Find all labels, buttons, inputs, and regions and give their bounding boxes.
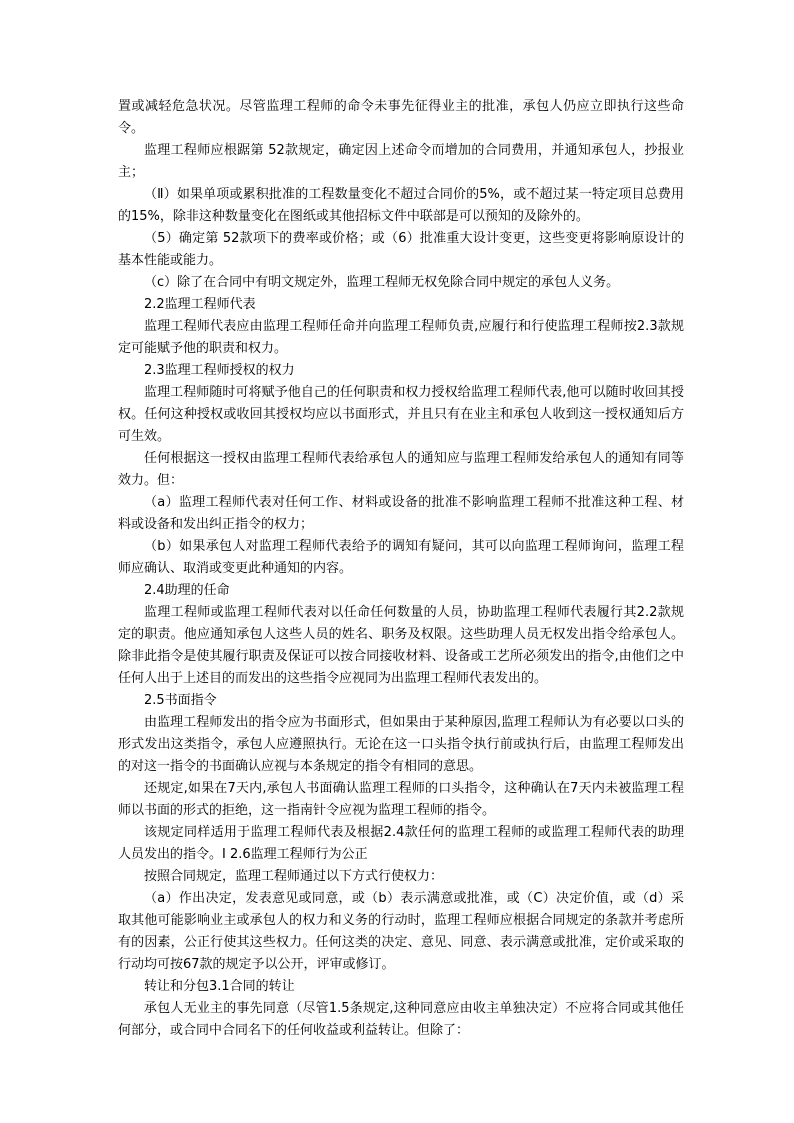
section-heading-2-2: 2.2监理工程师代表 [144,297,256,312]
document-body [118,96,684,1042]
paragraph-3: （Ⅱ）如果单项或累积批准的工程数量变化不超过合同价的5%，或不超过某一特定项目总费用的15%，除非这种数量变化在图纸或其他招标文件中联部是可以预知的及除外的。 [118,187,684,224]
paragraph-4: （5）确定第 52款项下的费率或价格；或（6）批准重大设计变更，这些变更将影响原设计的基本性能或能力。 [118,231,684,268]
section-heading-2-5: 2.5书面指令 [144,693,217,708]
paragraph-12: 由监理工程师发出的指令应为书面形式，但如果由于某种原因,监理工程师认为有必要以口头的形式发出这类指令，承包人应遵照执行。无论在这一口头指令执行前或执行后，由监理工程师发出的对这一指令的书面确认应视与本条规定的指令有相同的意思。 [118,715,684,774]
paragraph-9: （a）监理工程师代表对任何工作、材料或设备的批准不影响监理工程师不批准这种工程、材料或设备和发出纠正指令的权力； [118,495,684,532]
paragraph-6: 监理工程师代表应由监理工程师任命并向监理工程师负责,应履行和行使监理工程师按2.3款规定可能赋予他的职责和权力。 [118,319,684,356]
paragraph-14: 该规定同样适用于监理工程师代表及根据2.4款任何的监理工程师的或监理工程师代表的助理人员发出的指令。I 2.6监理工程师行为公正 [118,825,684,862]
section-heading-2-3: 2.3监理工程师授权的权力 [144,363,295,378]
paragraph-5: （c）除了在合同中有明文规定外，监理工程师无权免除合同中规定的承包人义务。 [144,275,620,290]
paragraph-11: 监理工程师或监理工程师代表对以任命任何数量的人员，协助监理工程师代表履行其2.2款规定的职责。他应通知承包人这些人员的姓名、职务及权限。这些助理人员无权发出指令给承包人。除非此指令是使其履行职责及保证可以按合同接收材料、设备或工艺所必须发出的指令,由他们之中任何人出于上述目的而发出的这些指令应视同为出监理工程师代表发出的。 [118,605,684,686]
paragraph-17: 转让和分包3.1合同的转让 [144,979,295,994]
paragraph-15: 按照合同规定，监理工程师通过以下方式行使权力： [144,869,444,884]
paragraph-13: 还规定,如果在7天内,承包人书面确认监理工程师的口头指令，这种确认在7天内未被监理工程师以书面的形式的拒绝，这一指南针令应视为监理工程师的指令。 [118,781,684,818]
paragraph-8: 任何根据这一授权由监理工程师代表给承包人的通知应与监理工程师发给承包人的通知有同等效力。但： [118,451,684,488]
paragraph-2: 监理工程师应根踞第 52款规定，确定因上述命令而增加的合同费用，并通知承包人，抄报业主； [118,143,684,180]
paragraph-18: 承包人无业主的事先同意（尽管1.5条规定,这种同意应由收主单独决定）不应将合同或其他任何部分，或合同中合同名下的任何收益或利益转让。但除了： [118,1001,684,1038]
paragraph-16: （a）作出决定，发表意见或同意，或（b）表示满意或批准，或（C）决定价值，或（d）采取其他可能影响业主或承包人的权力和义务的行动时，监理工程师应根据合同规定的条款并考虑所有的因素，公正行使其这些权力。任何这类的决定、意见、同意、表示满意或批准，定价或采取的行动均可按67款的规定予以公开，评审或修订。 [118,891,684,972]
paragraph-1: 置或减轻危急状况。尽管监理工程师的命令未事先征得业主的批准，承包人仍应立即执行这些命令。 [118,99,684,136]
section-heading-2-4: 2.4助理的任命 [144,583,230,598]
paragraph-10: （b）如果承包人对监理工程师代表给予的调知有疑问，其可以向监理工程师询问，监理工程师应确认、取消或变更此种通知的内容。 [118,539,684,576]
paragraph-7: 监理工程师随时可将赋予他自己的任何职责和权力授权给监理工程师代表,他可以随时收回其授权。任何这种授权或收回其授权均应以书面形式，并且只有在业主和承包人收到这一授权通知后方可生效。 [118,385,684,444]
